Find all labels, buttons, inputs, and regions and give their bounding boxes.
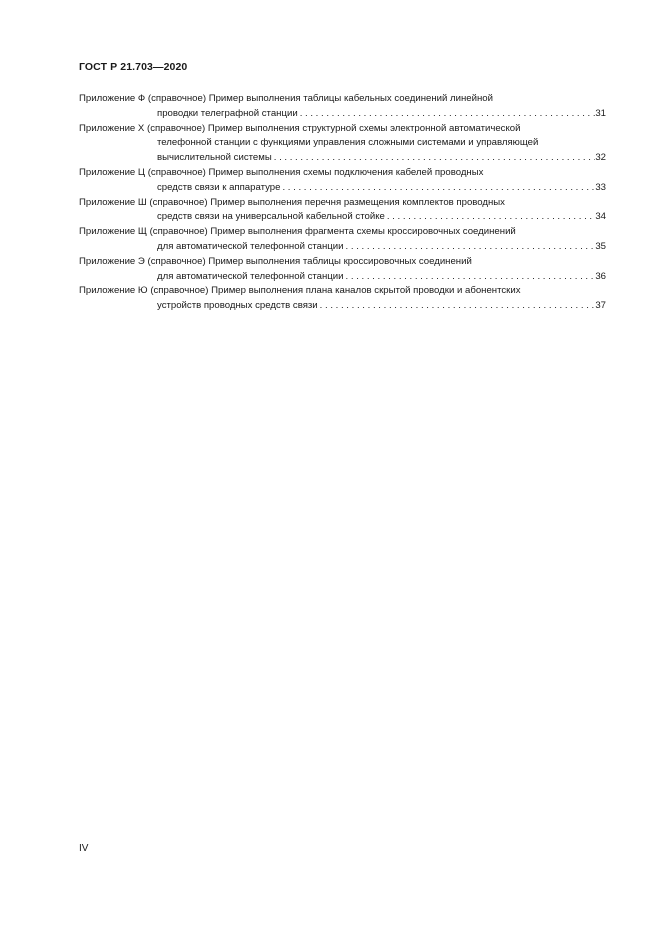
toc-entry-shch[interactable]	[79, 225, 606, 255]
toc-page-number: 34	[595, 211, 606, 223]
toc-page-number: 36	[595, 270, 606, 282]
page-number-footer: IV	[79, 843, 89, 854]
table-of-contents	[79, 92, 606, 314]
toc-page-number: 31	[595, 107, 606, 119]
toc-entry-label: Приложение Ю	[79, 285, 148, 297]
toc-entry-title: (справочное) Пример выполнения структурной схемы электронной автоматической	[147, 122, 521, 134]
dot-leader	[318, 299, 596, 314]
toc-page-number: 32	[595, 152, 606, 164]
toc-page-number: 35	[595, 240, 606, 252]
toc-entry-title-end: вычислительной системы	[157, 152, 272, 164]
document-header: ГОСТ Р 21.703—2020	[79, 61, 188, 73]
toc-page-number: 33	[595, 181, 606, 193]
toc-entry-label: Приложение Х	[79, 122, 145, 134]
toc-entry-label: Приложение Щ	[79, 226, 147, 238]
toc-entry-title-end: средств связи к аппаратуре	[157, 181, 281, 193]
toc-entry-label: Приложение Э	[79, 255, 145, 267]
toc-entry-title-end: средств связи на универсальной кабельной стойке	[157, 211, 385, 223]
toc-entry-title: (справочное) Пример выполнения таблицы кабельных соединений линейной	[147, 93, 493, 104]
toc-entry-title: (справочное) Пример выполнения перечня размещения комплектов проводных	[149, 196, 505, 208]
toc-entry-title: (справочное) Пример выполнения схемы подключения кабелей проводных	[147, 166, 484, 178]
dot-leader	[344, 270, 596, 285]
toc-entry-title: (справочное) Пример выполнения фрагмента схемы кроссировочных соединений	[149, 226, 516, 238]
toc-entry-title-end: проводки телеграфной станции	[157, 107, 298, 119]
dot-leader	[272, 151, 596, 166]
dot-leader	[344, 240, 596, 255]
toc-entry-title-end: для автоматической телефонной станции	[157, 270, 344, 282]
toc-page-number: 37	[595, 300, 606, 312]
toc-entry-label: Приложение Ц	[79, 166, 146, 178]
toc-entry-label: Приложение Ф	[79, 93, 146, 104]
toc-entry-title-end: для автоматической телефонной станции	[157, 240, 344, 252]
toc-entry-sh[interactable]	[79, 196, 606, 226]
toc-entry-kh[interactable]	[79, 122, 606, 166]
toc-entry-label: Приложение Ш	[79, 196, 147, 208]
dot-leader	[298, 107, 596, 122]
toc-entry-title: (справочное) Пример выполнения таблицы кроссировочных соединений	[147, 255, 472, 267]
toc-entry-yu[interactable]	[79, 284, 606, 314]
toc-entry-title-continued: телефонной станции с функциями управления сложными системами и управляющей	[157, 137, 539, 149]
dot-leader	[280, 181, 595, 196]
toc-entry-f[interactable]	[79, 92, 606, 122]
toc-entry-title-end: устройств проводных средств связи	[157, 300, 318, 312]
toc-entry-ts[interactable]	[79, 166, 606, 196]
toc-entry-e[interactable]	[79, 255, 606, 285]
dot-leader	[385, 210, 595, 225]
toc-entry-title: (справочное) Пример выполнения плана каналов скрытой проводки и абонентских	[150, 285, 521, 297]
